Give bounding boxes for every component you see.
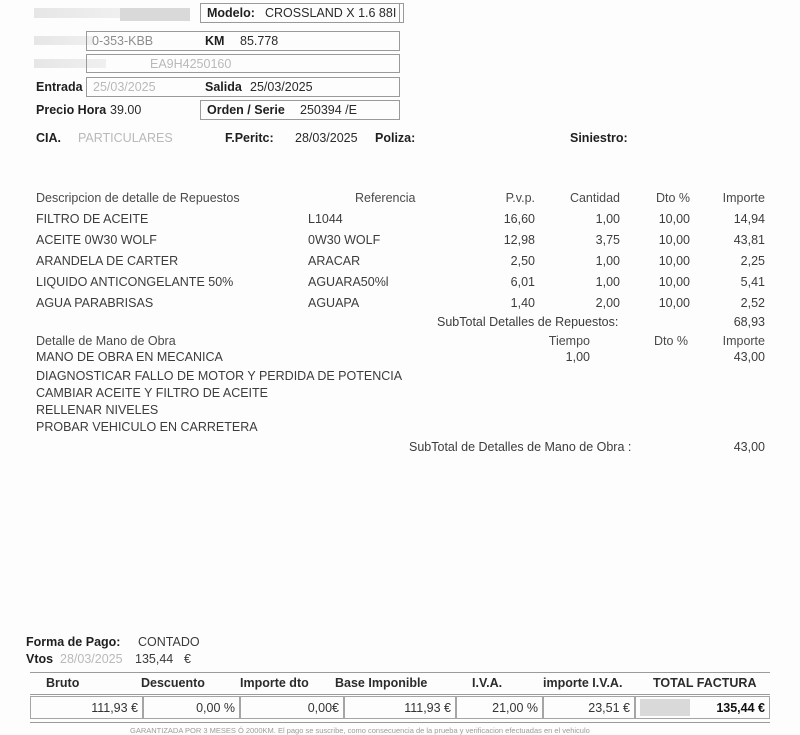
forma-pago-label: Forma de Pago:: [26, 635, 121, 649]
part-row-imp: 2,25: [740, 254, 765, 268]
parts-subtotal-value: 68,93: [733, 315, 765, 329]
part-row-ref: AGUAPA: [308, 296, 360, 310]
part-row-ref: 0W30 WOLF: [308, 233, 381, 247]
redacted-field-1: [34, 8, 120, 18]
labour-row-desc: MANO DE OBRA EN MECANICA: [36, 350, 223, 364]
part-row-imp: 14,94: [733, 212, 765, 226]
modelo-value: CROSSLAND X 1.6 88I: [265, 6, 397, 20]
totals-value-base: 111,93 €: [404, 701, 451, 715]
vtos-amount: 135,44: [135, 652, 174, 666]
matricula-value: 0-353-KBB: [92, 34, 154, 48]
totals-bottom-rule: [30, 722, 770, 723]
part-row-imp: 2,52: [740, 296, 765, 310]
salida-value: 25/03/2025: [250, 80, 313, 94]
totals-col-importe-iva: importe I.V.A.: [543, 676, 623, 690]
km-label: KM: [205, 34, 225, 48]
totals-value-iva: 21,00 %: [492, 701, 538, 715]
labour-row-desc: PROBAR VEHICULO EN CARRETERA: [36, 420, 258, 434]
totals-mid-rule: [30, 694, 770, 695]
labour-row-imp: 43,00: [733, 350, 765, 364]
bastidor-value: EA9H4250160: [150, 57, 232, 71]
part-row-ref: L1044: [308, 212, 343, 226]
totals-value-importe-iva: 23,51 €: [588, 701, 630, 715]
part-row-pvp: 6,01: [510, 275, 535, 289]
salida-label: Salida: [205, 80, 242, 94]
labour-subtotal-value: 43,00: [733, 440, 765, 454]
totals-col-descuento: Descuento: [141, 676, 205, 690]
vtos-currency: €: [184, 652, 191, 666]
part-row-cant: 3,75: [595, 233, 620, 247]
parts-col-dto: Dto %: [655, 191, 690, 205]
entrada-value: 25/03/2025: [93, 80, 156, 94]
labour-row-desc: CAMBIAR ACEITE Y FILTRO DE ACEITE: [36, 386, 269, 400]
precio-hora-label: Precio Hora: [36, 103, 107, 117]
fperitc-value: 28/03/2025: [295, 131, 358, 145]
part-row-desc: LIQUIDO ANTICONGELANTE 50%: [36, 275, 234, 289]
parts-col-imp: Importe: [722, 191, 765, 205]
labour-title: Detalle de Mano de Obra: [36, 334, 176, 348]
redacted-name-block: [120, 8, 190, 21]
labour-row-desc: DIAGNOSTICAR FALLO DE MOTOR Y PERDIDA DE POTENCIA: [36, 369, 403, 383]
part-row-desc: FILTRO DE ACEITE: [36, 212, 149, 226]
totals-value-bruto: 111,93 €: [91, 701, 138, 715]
part-row-cant: 1,00: [595, 212, 620, 226]
part-row-desc: ARANDELA DE CARTER: [36, 254, 179, 268]
totals-col-total: TOTAL FACTURA: [653, 676, 757, 690]
fperitc-label: F.Peritc:: [225, 131, 274, 145]
parts-subtotal-label: SubTotal Detalles de Repuestos:: [437, 315, 619, 329]
totals-col-iva: I.V.A.: [472, 676, 503, 690]
cia-label: CIA.: [36, 131, 61, 145]
orden-serie-label: Orden / Serie: [207, 103, 285, 117]
labour-subtotal-label: SubTotal de Detalles de Mano de Obra :: [409, 440, 632, 454]
siniestro-label: Siniestro:: [570, 131, 628, 145]
part-row-ref: ARACAR: [308, 254, 361, 268]
parts-col-desc: Descripcion de detalle de Repuestos: [36, 191, 240, 205]
part-row-pvp: 16,60: [503, 212, 535, 226]
totals-col-importe-dto: Importe dto: [240, 676, 309, 690]
labour-col-imp: Importe: [722, 334, 765, 348]
parts-col-cant: Cantidad: [569, 191, 620, 205]
vtos-label: Vtos: [26, 652, 54, 666]
forma-pago-value: CONTADO: [138, 635, 200, 649]
part-row-cant: 1,00: [595, 275, 620, 289]
poliza-label: Poliza:: [375, 131, 416, 145]
part-row-dto: 10,00: [658, 254, 690, 268]
bastidor-box: [86, 54, 400, 73]
part-row-pvp: 12,98: [503, 233, 535, 247]
precio-hora-value: 39.00: [110, 103, 142, 117]
part-row-cant: 2,00: [595, 296, 620, 310]
totals-col-bruto: Bruto: [46, 676, 80, 690]
labour-row-desc: RELLENAR NIVELES: [36, 403, 159, 417]
labour-col-dto: Dto %: [653, 334, 688, 348]
labour-row-tiempo: 1,00: [565, 350, 590, 364]
modelo-box-end: [400, 3, 404, 23]
totals-value-importe-dto: 0,00€: [307, 701, 339, 715]
part-row-dto: 10,00: [658, 296, 690, 310]
part-row-dto: 10,00: [658, 212, 690, 226]
part-row-imp: 43,81: [733, 233, 765, 247]
redacted-field-2: [34, 36, 94, 45]
modelo-label: Modelo:: [207, 6, 255, 20]
part-row-pvp: 2,50: [510, 254, 535, 268]
totals-value-total: 135,44 €: [716, 701, 765, 715]
parts-col-pvp: P.v.p.: [505, 191, 535, 205]
part-row-ref: AGUARA50%l: [308, 275, 389, 289]
footer-legal-text: GARANTIZADA POR 3 MESES Ó 2000KM. El pago se suscribe, como consecuencia de la prueba y verificacion efectuadas en el vehiculo: [130, 726, 590, 735]
part-row-pvp: 1,40: [510, 296, 535, 310]
part-row-cant: 1,00: [595, 254, 620, 268]
vtos-date: 28/03/2025: [60, 652, 123, 666]
cia-value: PARTICULARES: [78, 131, 173, 145]
totals-value-descuento: 0,00 %: [196, 701, 235, 715]
part-row-desc: AGUA PARABRISAS: [36, 296, 154, 310]
totals-top-rule: [30, 672, 770, 673]
part-row-desc: ACEITE 0W30 WOLF: [36, 233, 157, 247]
orden-serie-value: 250394 /E: [300, 103, 357, 117]
totals-col-base: Base Imponible: [335, 676, 428, 690]
parts-col-ref: Referencia: [355, 191, 416, 205]
part-row-dto: 10,00: [658, 275, 690, 289]
labour-col-tiempo: Tiempo: [548, 334, 590, 348]
part-row-imp: 5,41: [740, 275, 765, 289]
part-row-dto: 10,00: [658, 233, 690, 247]
km-value: 85.778: [240, 34, 279, 48]
entrada-label: Entrada: [36, 80, 83, 94]
